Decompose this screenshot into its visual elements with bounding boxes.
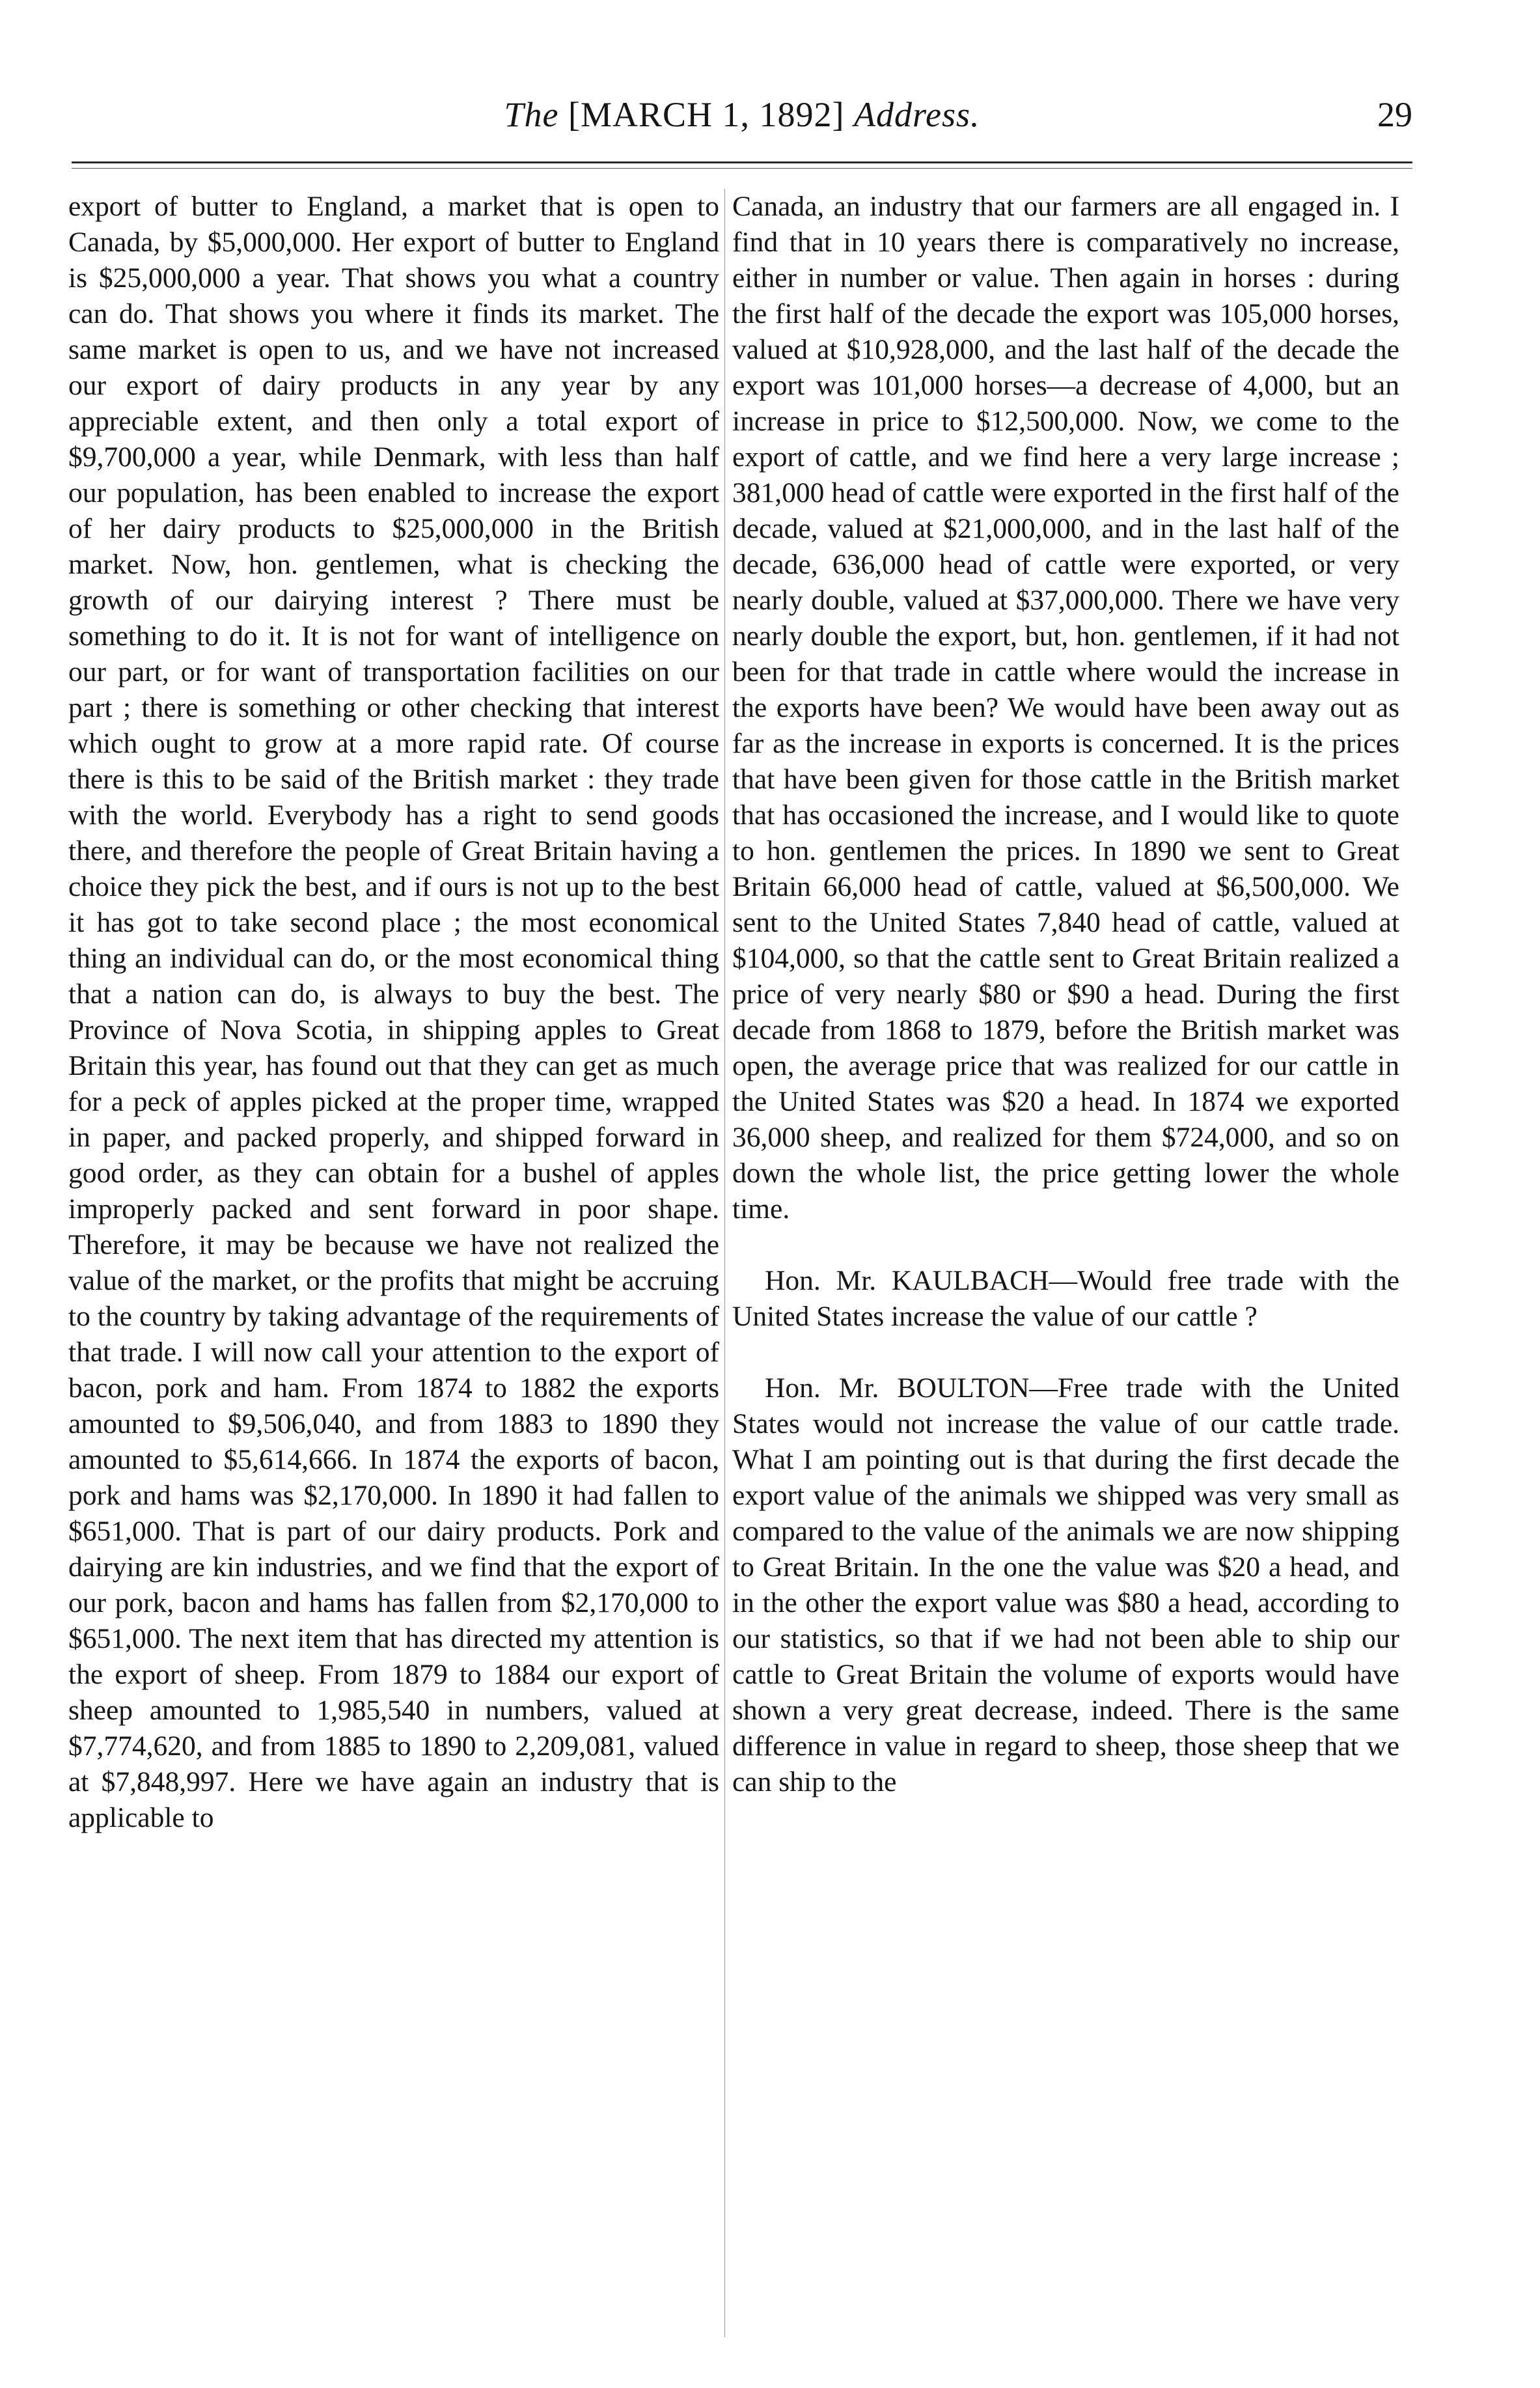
header-rule (72, 161, 1412, 163)
running-head (72, 94, 1412, 135)
right-paragraph-1: Canada, an industry that our farmers are all engaged in. I find that in 10 years there is comparatively no increase, either in number or value. Then again in horses : during the first half of the decade the export was 105,000 horses, valued at $10,928,000, and the last half of the decade the export was 101,000 horses—a decrease of 4,000, but an increase in price to $12,500,000. Now, we come to the export of cattle, and we find here a very large increase ; 381,000 head of cattle were exported in the first half of the decade, valued at $21,000,000, and in the last half of the decade, 636,000 head of cattle were exported, or very nearly double, valued at $37,000,000. There we have very nearly double the export, but, hon. gentlemen, if it had not been for that trade in cattle where would the increase in the exports have been? We would have been away out as far as the increase in exports is concerned. It is the prices that have been given for those cattle in the British market that has occasioned the increase, and I would like to quote to hon. gentlemen the prices. In 1890 we sent to Great Britain 66,000 head of cattle, valued at $6,500,000. We sent to the United States 7,840 head of cattle, valued at $104,000, so that the cattle sent to Great Britain realized a price of very nearly $80 or $90 a head. During the first decade from 1868 to 1879, before the British market was open, the average price that was realized for our cattle in the United States was $20 a head. In 1874 we exported 36,000 sheep, and realized for them $724,000, and so on down the whole list, the price getting lower the whole time. (732, 191, 1399, 1225)
running-head-date: [MARCH 1, 1892] (568, 95, 845, 134)
running-head-the: The (504, 95, 559, 134)
paragraph-gap (732, 1227, 1399, 1263)
left-column (68, 189, 719, 1836)
page-number: 29 (1377, 95, 1412, 134)
page-header (72, 94, 1412, 146)
right-column (732, 189, 1399, 1800)
right-paragraph-3: Hon. Mr. BOULTON—Free trade with the United States would not increase the value of our cattle trade. What I am pointing out is that during the first decade the export value of the animals we shipped was very small as compared to the value of the animals we are now shipping to Great Britain. In the one the value was $20 a head, and in the other the export value was $80 a head, according to our statistics, so that if we had not been able to ship our cattle to Great Britain the volume of exports would have shown a very great decrease, indeed. There is the same difference in value in regard to sheep, those sheep that we can ship to the (732, 1372, 1399, 1798)
column-divider (724, 189, 725, 2337)
paragraph-gap (732, 1335, 1399, 1370)
header-rule-thin (72, 168, 1412, 169)
left-paragraph-1: export of butter to England, a market that is open to Canada, by $5,000,000. Her export of butter to England is $25,000,000 a year. That shows you what a country can do. That shows you where it finds its market. The same market is open to us, and we have not increased our export of dairy products in any year by any appreciable extent, and then only a total export of $9,700,000 a year, while Denmark, with less than half our population, has been enabled to increase the export of her dairy products to $25,000,000 in the British market. Now, hon. gentlemen, what is checking the growth of our dairying interest ? There must be something to do it. It is not for want of intelligence on our part, or for want of transportation facilities on our part ; there is something or other checking that interest which ought to grow at a more rapid rate. Of course there is this to be said of the British market : they trade with the world. Everybody has a right to send goods there, and therefore the people of Great Britain having a choice they pick the best, and if ours is not up to the best it has got to take second place ; the most economical thing an individual can do, or the most economical thing that a nation can do, is always to buy the best. The Province of Nova Scotia, in shipping apples to Great Britain this year, has found out that they can get as much for a peck of apples picked at the proper time, wrapped in paper, and packed properly, and shipped forward in good order, as they can obtain for a bushel of apples improperly packed and sent forward in poor shape. Therefore, it may be because we have not realized the value of the market, or the profits that might be accruing to the country by taking advantage of the requirements of that trade. I will now call your attention to the export of bacon, pork and ham. From 1874 to 1882 the exports amounted to $9,506,040, and from 1883 to 1890 they amounted to $5,614,666. In 1874 the exports of bacon, pork and hams was $2,170,000. In 1890 it had fallen to $651,000. That is part of our dairy products. Pork and dairying are kin industries, and we find that the export of our pork, bacon and hams has fallen from $2,170,000 to $651,000. The next item that has directed my attention is the export of sheep. From 1879 to 1884 our export of sheep amounted to 1,985,540 in numbers, valued at $7,774,620, and from 1885 to 1890 to 2,209,081, valued at $7,848,997. Here we have again an industry that is applicable to (68, 191, 719, 1833)
right-paragraph-2: Hon. Mr. KAULBACH—Would free trade with the United States increase the value of our cattle ? (732, 1265, 1399, 1332)
running-head-address: Address. (854, 95, 980, 134)
